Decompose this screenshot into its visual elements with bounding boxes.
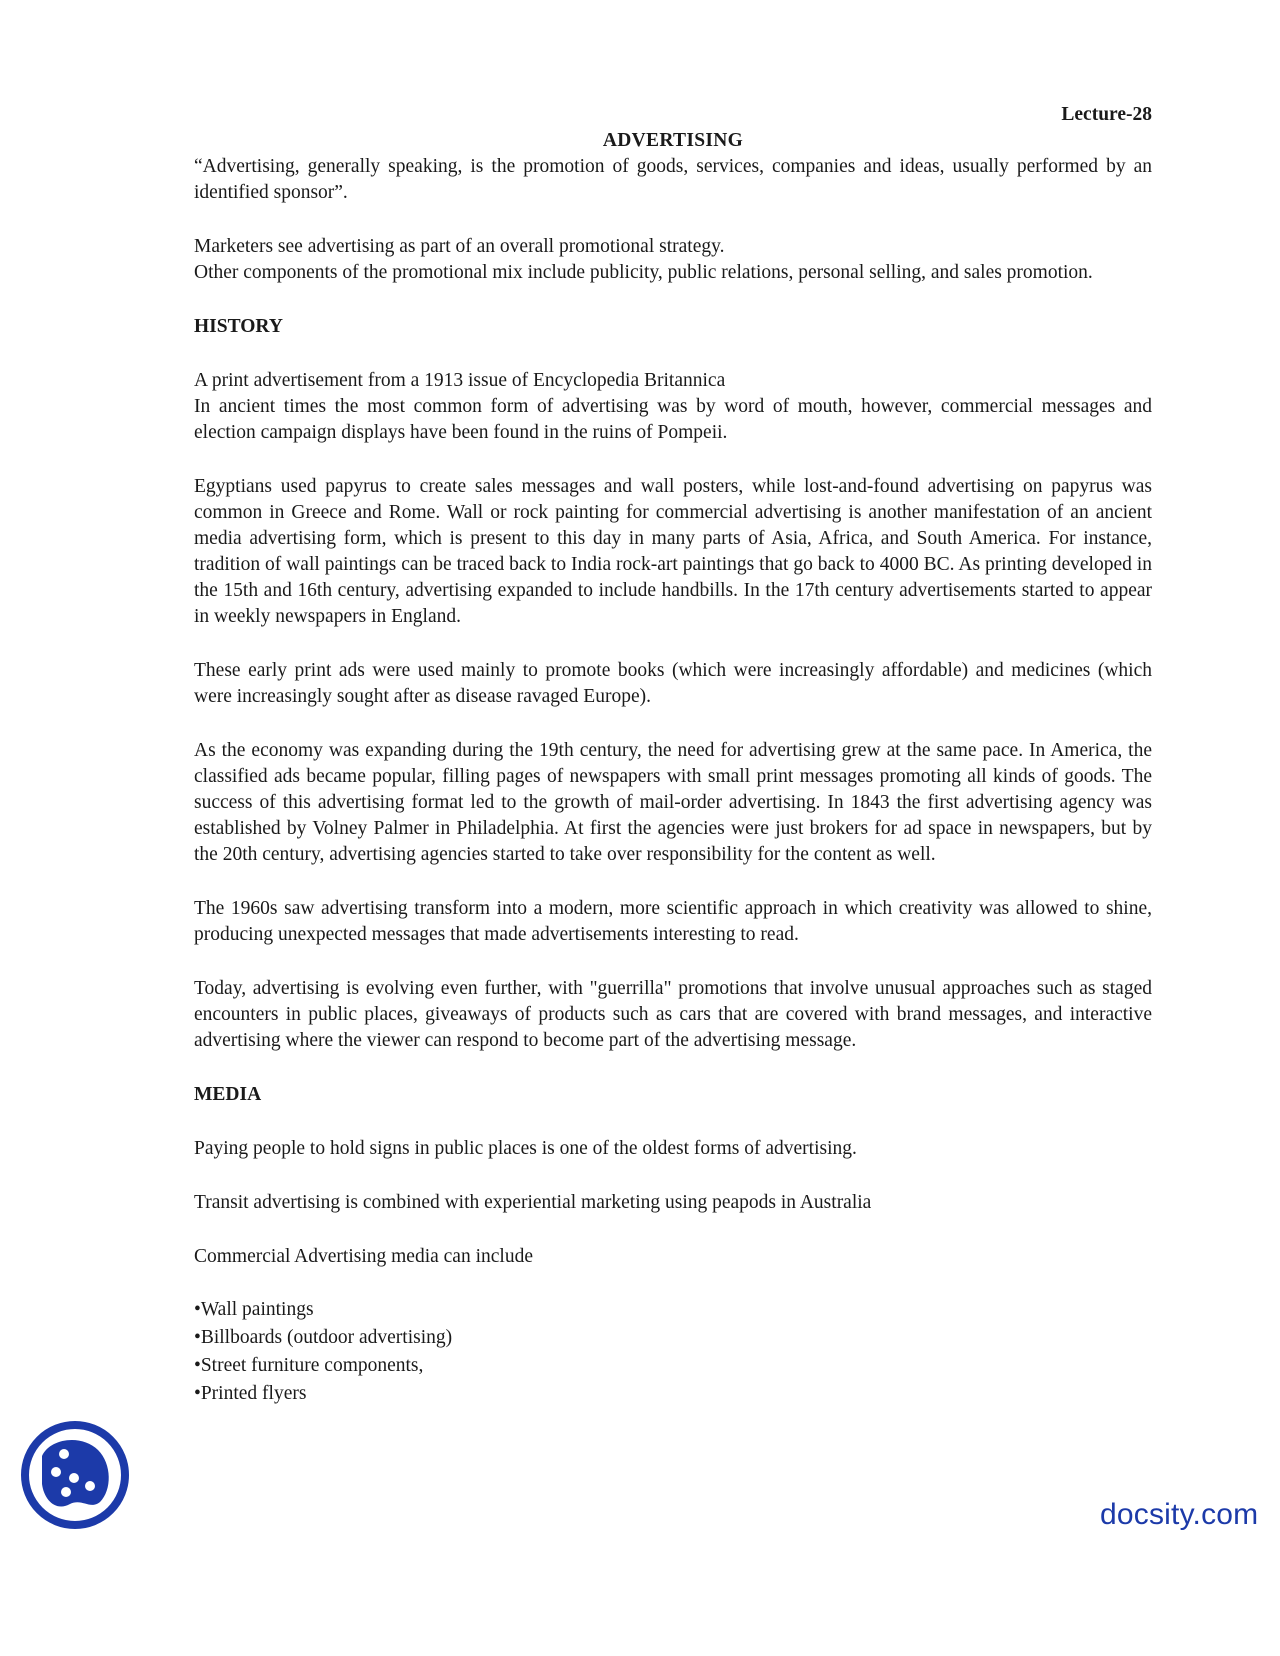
list-item: •Billboards (outdoor advertising) (194, 1327, 453, 1348)
document-title: ADVERTISING (602, 130, 744, 151)
history-paragraph: As the economy was expanding during the 19th century, the need for advertising grew at the same pace. In America, the classified ads became popular, filling pages of newspapers with small print messages promoting all kinds of goods. The success of this advertising format led to the growth of mail-order advertising. In 1843 the first advertising agency was established by Volney Palmer in Philadelphia. At first the agencies were just brokers for ad space in newspapers, but by the 20th century, advertising agencies started to take over responsibility for the content as well. (194, 740, 1152, 865)
marketers-paragraph: Marketers see advertising as part of an overall promotional strategy. (194, 236, 725, 257)
media-paragraph: Commercial Advertising media can include (194, 1246, 533, 1267)
docsity-brand-link[interactable]: docsity.com (1100, 1498, 1259, 1531)
media-paragraph: Paying people to hold signs in public places is one of the oldest forms of advertising. (194, 1138, 857, 1159)
docsity-logo-icon (20, 1420, 130, 1530)
list-item: •Street furniture components, (194, 1355, 424, 1376)
history-heading: HISTORY (194, 316, 283, 337)
lecture-number: Lecture-28 (1061, 104, 1152, 125)
history-paragraph: These early print ads were used mainly to promote books (which were increasingly affordable) and medicines (which were increasingly sought after as disease ravaged Europe). (194, 660, 1152, 707)
list-item: •Printed flyers (194, 1383, 307, 1404)
document-page (194, 102, 1152, 1408)
history-caption: A print advertisement from a 1913 issue of Encyclopedia Britannica (194, 370, 726, 391)
history-paragraph: The 1960s saw advertising transform into a modern, more scientific approach in which creativity was allowed to shine, producing unexpected messages that made advertisements interesting to read. (194, 898, 1152, 945)
list-item: •Wall paintings (194, 1299, 314, 1320)
components-paragraph: Other components of the promotional mix include publicity, public relations, personal selling, and sales promotion. (194, 262, 1093, 283)
intro-quote: “Advertising, generally speaking, is the promotion of goods, services, companies and ideas, usually performed by an identified sponsor”. (194, 156, 1152, 203)
media-heading: MEDIA (194, 1084, 262, 1105)
media-paragraph: Transit advertising is combined with experiential marketing using peapods in Australia (194, 1192, 872, 1213)
history-paragraph: Today, advertising is evolving even further, with "guerrilla" promotions that involve unusual approaches such as staged encounters in public places, giveaways of products such as cars that are covered with brand messages, and interactive advertising where the viewer can respond to become part of the advertising message. (194, 978, 1152, 1051)
history-paragraph: In ancient times the most common form of advertising was by word of mouth, however, commercial messages and election campaign displays have been found in the ruins of Pompeii. (194, 396, 1152, 443)
history-paragraph: Egyptians used papyrus to create sales messages and wall posters, while lost-and-found advertising on papyrus was common in Greece and Rome. Wall or rock painting for commercial advertising is another manifestation of an ancient media advertising form, which is present to this day in many parts of Asia, Africa, and South America. For instance, tradition of wall paintings can be traced back to India rock-art paintings that go back to 4000 BC. As printing developed in the 15th and 16th century, advertising expanded to include handbills. In the 17th century advertisements started to appear in weekly newspapers in England. (194, 476, 1152, 627)
media-list (194, 1296, 1152, 1408)
